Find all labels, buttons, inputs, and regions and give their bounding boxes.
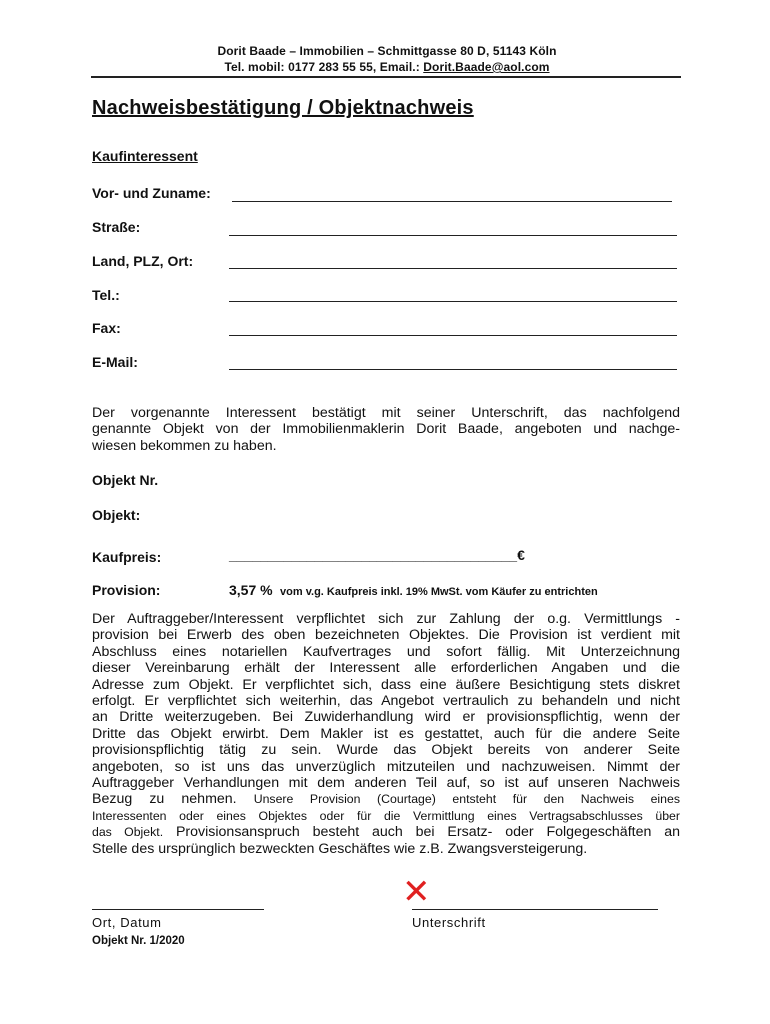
terms-line: Der Auftraggeber/Interessent verpflichtet sich zur Zahlung der o.g. Vermittlungs -	[92, 611, 680, 627]
field-line-email[interactable]	[229, 369, 677, 370]
terms-line: Dritte das Objekt erwirbt. Dem Makler ist es gestattet, auch für die andere Seite	[92, 725, 680, 742]
terms-line	[92, 824, 680, 840]
field-label-tel: Tel.:	[92, 287, 120, 303]
terms-fragment-small: das Objekt.	[92, 825, 164, 840]
terms-line: Abschluss eines notariellen Kaufvertrages und sofort fällig. Mit Unterzeichnung	[92, 643, 680, 660]
terms-fragment-small: Unsere Provision (Courtage) entsteht für den Nachweis eines	[253, 792, 680, 807]
terms-line: Stelle des ursprünglich bezweckten Geschäftes wie z.B. Zwangsversteigerung.	[92, 840, 588, 857]
terms-line: Adresse zum Objekt. Er verpflichtet sich, dass eine äußere Besichtigung stets diskret	[92, 676, 680, 693]
terms-line: angeboten, so ist uns das unverzüglich mitzuteilen und nachzuweisen. Nimmt der	[92, 758, 680, 775]
signature-line[interactable]	[412, 909, 658, 910]
field-label-city: Land, PLZ, Ort:	[92, 253, 194, 269]
signature-x-mark-icon: ✕	[402, 873, 431, 911]
object-label: Objekt:	[92, 507, 141, 523]
confirmation-line: wiesen bekommen zu haben.	[92, 437, 277, 454]
signature-label: Unterschrift	[412, 915, 486, 930]
document-title: Nachweisbestätigung / Objektnachweis	[92, 97, 474, 119]
field-line-street[interactable]	[229, 235, 677, 236]
terms-line: dieser Vereinbarung erhält der Interessent alle erforderlichen Angaben und die	[92, 660, 680, 677]
field-line-fax[interactable]	[229, 335, 677, 336]
commission-label: Provision:	[92, 582, 161, 598]
letterhead-email-link[interactable]: Dorit.Baade@aol.com	[423, 60, 550, 74]
field-line-city[interactable]	[229, 268, 677, 269]
terms-line: erfolgt. Er verpflichtet sich weiterhin, das Angebot vertraulich zu behandeln und nicht	[92, 693, 680, 710]
object-number-label: Objekt Nr.	[92, 472, 159, 488]
terms-fragment: Provisionsanspruch besteht auch bei Ersatz- oder Folgegeschäften an	[175, 824, 680, 841]
field-label-fax: Fax:	[92, 320, 121, 336]
terms-fragment: Bezug zu nehmen.	[92, 791, 237, 808]
field-line-tel[interactable]	[229, 301, 677, 302]
place-date-line[interactable]	[92, 909, 264, 910]
commission-value	[229, 582, 598, 600]
commission-description: vom v.g. Kaufpreis inkl. 19% MwSt. vom Käufer zu entrichten	[280, 586, 598, 598]
confirmation-line: genannte Objekt von der Immobilienmaklerin Dorit Baade, angeboten und nachge-	[92, 421, 680, 438]
letterhead-phone: Tel. mobil: 0177 283 55 55, Email.:	[224, 60, 424, 74]
terms-line: Auftraggeber Verhandlungen mit dem anderen Teil auf, so ist auf unseren Nachweis	[92, 775, 680, 792]
price-label: Kaufpreis:	[92, 549, 162, 565]
terms-line: provisionspflichtig tätig zu sein. Wurde das Objekt bereits von anderer Seite	[92, 742, 680, 759]
price-input-line[interactable]: _____________________________________€	[229, 547, 525, 563]
letterhead-line-1: Dorit Baade – Immobilien – Schmittgasse 80 D, 51143 Köln	[217, 44, 557, 58]
terms-line	[92, 791, 680, 807]
place-date-label: Ort, Datum	[92, 915, 162, 930]
commission-rate: 3,57 %	[229, 582, 273, 598]
field-label-name: Vor- und Zuname:	[92, 185, 211, 201]
footer-object-number: Objekt Nr. 1/2020	[92, 935, 185, 947]
letterhead-line-2	[92, 60, 682, 74]
field-line-name[interactable]	[232, 201, 672, 202]
terms-line: Interessenten oder eines Objektes oder für die Vermittlung eines Vertragsabschlusses über	[92, 808, 680, 823]
field-label-street: Straße:	[92, 219, 141, 235]
header-divider	[91, 76, 681, 78]
terms-line: provision bei Erwerb des oben bezeichneten Objektes. Die Provision ist verdient mit	[92, 627, 680, 644]
section-heading-buyer: Kaufinteressent	[92, 148, 198, 164]
field-label-email: E-Mail:	[92, 354, 138, 370]
confirmation-line: Der vorgenannte Interessent bestätigt mit seiner Unterschrift, das nachfolgend	[92, 405, 680, 421]
confirmation-paragraph	[92, 405, 680, 454]
terms-line: an Dritte weiterzugeben. Bei Zuwiderhandlung wird er provisionspflichtig, wenn der	[92, 709, 680, 726]
terms-paragraph	[92, 611, 680, 857]
